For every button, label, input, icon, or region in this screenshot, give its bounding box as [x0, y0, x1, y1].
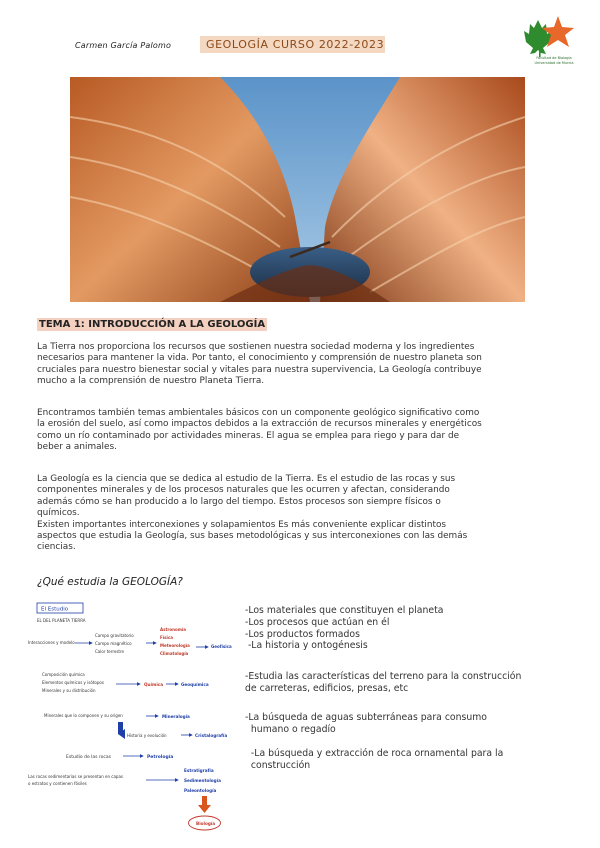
diagram-label: Meteorología — [160, 643, 190, 648]
text-line: además cómo se han producido a lo largo del tiempo. Estos procesos son siempre físicos o — [37, 496, 441, 507]
text-line: ciencias. — [37, 542, 76, 553]
diagram-label: Geoquímica — [181, 682, 209, 687]
text-line: componentes minerales y de los procesos naturales que les ocurren y afectan, considerando — [37, 485, 450, 496]
study-list — [245, 748, 575, 772]
list-item: -La búsqueda de aguas subterráneas para consumo — [245, 712, 487, 723]
diagram-label: Campo magnético — [95, 641, 132, 646]
canyon-landscape-photo — [70, 77, 525, 302]
study-heading: ¿Qué estudia la GEOLOGÍA? — [37, 576, 183, 588]
paragraph — [37, 474, 565, 554]
diagram-label: Minerales y su distribución — [42, 688, 96, 693]
diagram-label: Petrología — [147, 755, 174, 760]
diagram-label: Calor terrestre — [95, 649, 125, 654]
list-item: humano o regadío — [245, 723, 336, 735]
text-line: como un río contaminado por actividades mineras. El agua se emplea para riego y para dar de — [37, 430, 460, 441]
list-item: de carreteras, edificios, presas, etc — [245, 682, 409, 694]
text-line: químicos. — [37, 508, 80, 519]
paragraph — [37, 408, 565, 454]
diagram-label: Composición química — [42, 672, 85, 677]
diagram-label: Historia y evolución — [127, 733, 167, 738]
study-list — [245, 712, 575, 736]
geology-branches-diagram — [28, 598, 243, 836]
text-line: La Tierra nos proporciona los recursos que sostienen nuestra sociedad moderna y los ingredientes — [37, 342, 475, 352]
logo-caption-line: Facultad de Biología — [536, 56, 572, 60]
diagram-label: Química — [144, 682, 164, 687]
diagram-label: Mineralogía — [162, 714, 190, 719]
text-line: mucho a la comprensión de nuestro Planeta Tierra. — [37, 376, 265, 387]
diagram-label: EL DEL PLANETA TIERRA — [37, 618, 86, 623]
maple-leaf-logo-icon — [524, 12, 584, 58]
text-line: Encontramos también temas ambientales básicos con un componente geológico significativo como — [37, 408, 480, 418]
topic-heading: TEMA 1: INTRODUCCIÓN A LA GEOLOGÍA — [39, 319, 266, 330]
diagram-label: Estudio de las rocas — [66, 755, 112, 760]
diagram-label: Estratigrafía — [184, 768, 214, 773]
text-line: La Geología es la ciencia que se dedica al estudio de la Tierra. Es el estudio de las rocas y sus — [37, 474, 456, 484]
list-item: -Los productos formados — [245, 628, 360, 640]
diagram-label: o estratos y contienen fósiles — [28, 781, 87, 786]
diagram-label: El Estudio — [41, 606, 69, 613]
list-item: -La búsqueda y extracción de roca ornamental para la — [245, 748, 504, 759]
diagram-label: Biología — [196, 821, 216, 826]
author-name: Carmen García Palomo — [75, 41, 172, 50]
diagram-label: Elementos químicos y isótopos — [42, 680, 104, 685]
study-list — [245, 605, 575, 652]
diagram-label: Minerales que lo componen y su origen — [44, 713, 123, 718]
paragraph — [37, 342, 565, 388]
university-logo — [524, 12, 584, 70]
study-list — [245, 671, 575, 695]
text-line: necesarios para mantener la vida. Por tanto, el conocimiento y comprensión de nuestro planeta son — [37, 353, 482, 364]
list-item: -Los materiales que constituyen el planeta — [245, 605, 444, 616]
diagram-label: Física — [160, 635, 173, 640]
text-line: Existen importantes interconexiones y solapamientos Es más conveniente explicar distintos — [37, 519, 447, 530]
list-item: -Los procesos que actúan en él — [245, 616, 390, 628]
diagram-label: Sedimentología — [184, 778, 221, 783]
text-line: aspectos que estudia la Geología, sus bases metodológicas y sus interconexiones con las demás — [37, 531, 468, 542]
diagram-label: Geofísica — [211, 644, 232, 649]
text-line: beber a animales. — [37, 442, 117, 453]
diagram-label: Cristalografía — [195, 733, 228, 738]
list-item: -Estudia las características del terreno para la construcción — [245, 671, 522, 682]
diagram-label: Climatología — [160, 651, 189, 656]
course-title: GEOLOGÍA CURSO 2022-2023 — [200, 36, 385, 53]
logo-caption-line: Universidad de Murcia — [534, 61, 574, 65]
list-item: construcción — [245, 759, 311, 771]
diagram-label: Campo gravitatorio — [95, 633, 134, 638]
diagram-label: Astronomía — [160, 627, 186, 632]
diagram-label: Paleontología — [184, 788, 217, 793]
text-line: cruciales para nuestro bienestar social y vitales para nuestra supervivencia, La Geología contribuye — [37, 364, 482, 375]
list-item: -La historia y ontogénesis — [245, 640, 368, 652]
diagram-label: Las rocas sedimentarias se presentan en capas — [28, 774, 123, 779]
diagram-label: Interacciones y modelo — [28, 640, 75, 645]
text-line: la erosión del suelo, así como impactos debidos a la extracción de recursos minerales y energéticos — [37, 419, 482, 430]
